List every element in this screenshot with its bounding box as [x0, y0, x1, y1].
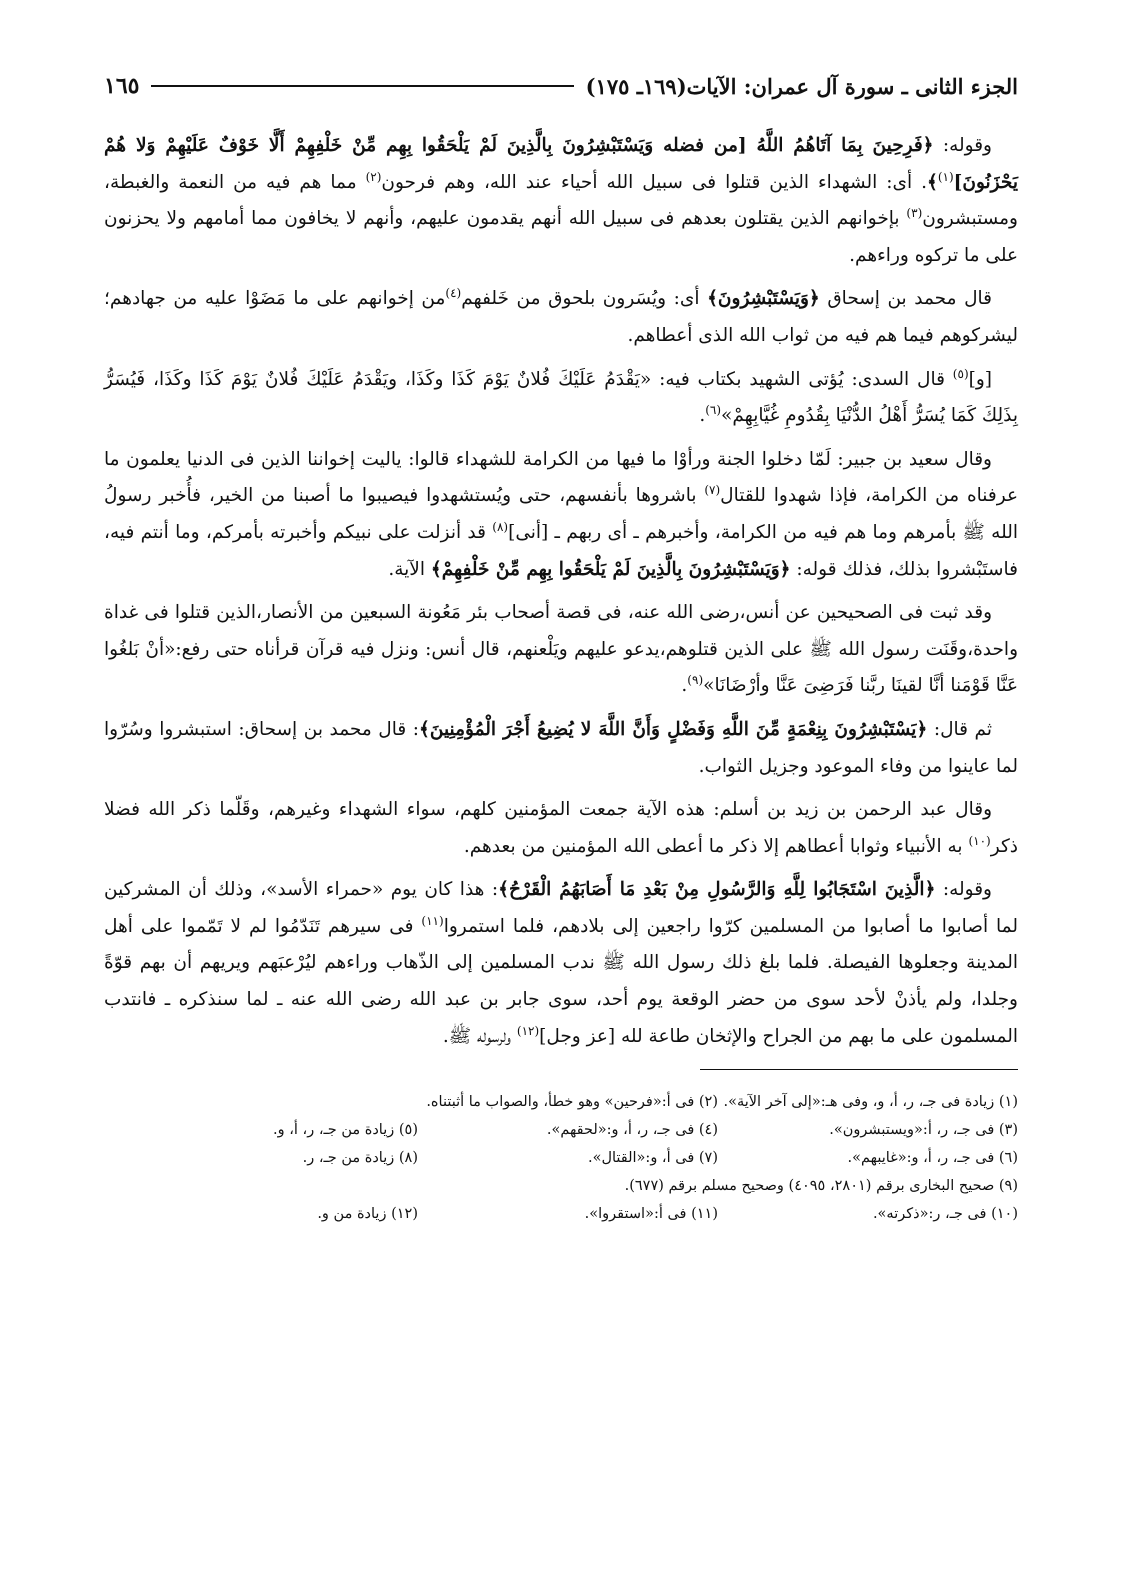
footnote-item: (١٢) زيادة من و.: [317, 1206, 418, 1223]
footnote-item: (١٠) فى جـ، ر:«ذكرته».: [872, 1206, 1018, 1223]
quran-quote: ﴿وَيَسْتَبْشِرُونَ بِالَّذِينَ لَمْ يَلْحَقُوا بِهِم مِّنْ خَلْفِهِمْ﴾: [430, 558, 791, 580]
footnote-item: (٩) صحيح البخارى برقم (٢٨٠١، ٤٠٩٥) وصحيح مسلم برقم (٦٧٧).: [624, 1178, 1018, 1195]
paragraph: [104, 442, 1018, 588]
text-segment: وقال عبد الرحمن بن زيد بن أسلم: هذه الآية جمعت المؤمنين كلهم، سواء الشهداء وغيرهم، وقَلّما ذكر الله فضلا ذكر: [104, 799, 1018, 857]
document-page: [104, 58, 1018, 1558]
footnote-ref: (٣): [906, 206, 923, 221]
footnote-ref: (١١): [421, 913, 444, 928]
text-segment: أى: ويُسَرون بلحوق من خَلفهم: [461, 288, 708, 310]
text-segment: قال محمد بن إسحاق: [819, 288, 992, 310]
footnote-item: (٥) زيادة من جـ، ر، أ، و.: [273, 1122, 418, 1139]
text-segment: . أى: الشهداء الذين قتلوا فى سبيل الله أحياء عند الله، وهم فرحون: [381, 171, 927, 193]
text-segment: ولرسوله ﷺ.: [442, 1025, 517, 1047]
footnote-row: [104, 1116, 1018, 1144]
footnote-row: [104, 1144, 1018, 1172]
footnote-ref: (٥): [952, 366, 969, 381]
text-segment: الآية.: [388, 558, 431, 580]
quran-quote: ﴾: [926, 171, 938, 193]
footnote-ref: (٤): [445, 286, 462, 301]
footnote-item: (١١) فى أ:«استقروا».: [584, 1206, 718, 1223]
text-segment: : قال محمد بن إسحاق: استبشروا وسُرّوا لما عاينوا من وفاء الموعود وجزيل الثواب.: [104, 718, 1018, 777]
footnote-ref: (٧): [704, 483, 721, 498]
quran-quote: ﴿وَيَسْتَبْشِرُونَ﴾: [707, 288, 820, 310]
quran-quote: ﴿فَرِحِينَ بِمَا آتَاهُمُ اللَّهُ: [756, 135, 934, 156]
text-segment: ثم قال:: [927, 718, 992, 740]
running-header: [104, 58, 1018, 114]
paragraph: [104, 712, 1018, 785]
text-segment: فى سيرهم تَنَدّمُوا لم لا تَمّموا على أهل المدينة وجعلوها الفيصلة. فلما بلغ ذلك رسول الله ﷺ ندب المسلمين إلى الذّهاب وراءهم ليُرْعبَهم ويريهم أن بهم قوّةً وجلدا، ولم يأذنْ لأحد سوى من حضر الوقعة يوم أحد، سوى جابر بن عبد الله رضى الله عنه ـ لما سنذكره ـ فانتدب المسلمون على ما بهم من الجراح والإثخان طاعة لله [عز وجل]: [104, 915, 1018, 1047]
paragraph: [104, 281, 1018, 354]
footnote-ref: (٩): [687, 673, 704, 688]
paragraph: [104, 872, 1018, 1055]
quran-quote: [من فضله وَيَسْتَبْشِرُونَ بِالَّذِينَ لَمْ يَلْحَقُوا بِهِم مِّنْ خَلْفِهِمْ أَلَّا خَوْفٌ عَلَيْهِمْ وَلا هُمْ يَحْزَنُونَ]: [104, 135, 1018, 193]
text-segment: [و]: [968, 368, 992, 390]
header-title: الجزء الثانى ـ سورة آل عمران: الآيات(١٦٩ـ ١٧٥): [585, 73, 1018, 99]
text-segment: وقال سعيد بن جبير: لَمّا دخلوا الجنة ورأوْا ما فيها من الكرامة للشهداء قالوا: ياليت إخواننا الذين فى الدنيا يعلمون ما عرفناه من الكرامة، فإذا شهدوا للقتال: [104, 448, 1018, 507]
page-number: ١٦٥: [104, 73, 140, 99]
text-segment: قد أنزلت على نبيكم وأخبرته بأمركم، وما أنتم فيه، فاستَبْشروا بذلك، فذلك قوله:: [104, 521, 1018, 580]
paragraph: [104, 362, 1018, 435]
footnote-ref: (٢): [365, 169, 382, 184]
quran-quote: ﴿الَّذِينَ اسْتَجَابُوا لِلَّهِ وَالرَّسُولِ مِنْ بَعْدِ مَا أَصَابَهُمُ الْقَرْحُ﴾: [498, 879, 936, 901]
text-segment: بإخوانهم الذين يقتلون بعدهم فى سبيل الله أنهم يقدمون عليهم، وأنهم لا يخافون مما أمامهم ولا يحزنون على ما تركوه وراءهم.: [104, 208, 1018, 266]
text-segment: : هذا كان يوم «حمراء الأسد»، وذلك أن المشركين لما أصابوا ما أصابوا من المسلمين كرّوا راجعين إلى بلادهم، فلما استمروا: [104, 879, 1018, 937]
footnote-item: (٦) فى جـ، ر، أ، و:«غايبهم».: [847, 1150, 1018, 1167]
footnote-ref: (٦): [705, 403, 722, 417]
text-segment: وقوله:: [935, 879, 992, 901]
footnote-item: (٧) فى أ، و:«القتال».: [587, 1150, 718, 1167]
footnote-ref: (٨): [492, 519, 509, 534]
header-rule: [151, 85, 573, 87]
footnote-item: (٢) فى أ:«فرحين» وهو خطأ، والصواب ما أثبتناه.: [426, 1094, 718, 1111]
footnote-item: (٣) فى جـ، ر، أ:«ويستبشرون».: [829, 1122, 1018, 1139]
text-segment: من إخوانهم على ما مَضَوْا عليه من جهادهم؛ ليشركوهم فيما هم فيه من ثواب الله الذى أعطاهم.: [104, 288, 1018, 346]
footnote-ref: (١): [937, 169, 954, 184]
footnote-row: [104, 1088, 1018, 1116]
footnote-row: [104, 1200, 1018, 1228]
text-segment: .: [699, 405, 706, 427]
text-segment: مما هم فيه من النعمة والغبطة، ومستبشرون: [104, 171, 1018, 230]
footnote-ref: (١٢): [516, 1023, 540, 1038]
footnote-ref: (١٠): [968, 833, 991, 848]
paragraph: [104, 128, 1018, 274]
paragraph: [104, 595, 1018, 705]
footnotes: [104, 1088, 1018, 1228]
text-segment: وقوله:: [933, 135, 992, 156]
footnote-item: (٨) زيادة من جـ، ر.: [302, 1150, 418, 1167]
text-segment: باشروها بأنفسهم، حتى ويُستشهدوا فيصيبوا ما أصبنا من الخير، فأُخبر رسولُ الله ﷺ بأمرهم وما هم فيه من الكرامة، وأخبرهم ـ أى ربهم ـ [أنى]: [104, 485, 1018, 543]
quran-quote: ﴿يَسْتَبْشِرُونَ بِنِعْمَةٍ مِّنَ اللَّهِ وَفَضْلٍ وَأَنَّ اللَّهَ لا يُضِيعُ أَجْرَ الْمُؤْمِنِينَ﴾: [419, 718, 928, 740]
body-text: [104, 128, 1018, 1055]
text-segment: وقد ثبت فى الصحيحين عن أنس،رضى الله عنه، فى قصة أصحاب بئر مَعُونة السبعين من الأنصار،الذين قتلوا فى غداة واحدة،وقَنَت رسول الله ﷺ على الذين قتلوهم،يدعو عليهم ويَلْعنهم، قال أنس: ونزل فيه قرآن قرأناه حتى رفع:«أنْ بَلغُوا عَنَّا قَوْمَنا أنَّا لقينَا ربَّنا فَرَضِىَ عَنَّا وأرْضَانَا»: [104, 602, 1018, 697]
footnote-item: (١) زيادة فى جـ، ر، أ، و، وفى هـ:«إلى آخر الآية».: [723, 1094, 1018, 1111]
footnote-item: (٤) فى جـ، ر، أ، و:«لحقهم».: [546, 1122, 718, 1139]
footnote-row: [104, 1172, 1018, 1200]
text-segment: .: [681, 675, 688, 697]
paragraph: [104, 792, 1018, 865]
footnote-separator: [700, 1069, 1018, 1070]
text-segment: به الأنبياء وثوابا أعطاهم إلا ذكر ما أعطى الله المؤمنين من بعدهم.: [463, 835, 969, 857]
text-segment: قال السدى: يُؤتى الشهيد بكتاب فيه: «يَقْدَمُ عَلَيْكَ فُلانٌ يَوْمَ كَذَا وكَذَا، ويَقْدَمُ عَلَيْكَ فُلانٌ يَوْمَ كَذَا وكَذَا، فَيُسَرُّ بِذَلِكَ كَمَا يُسَرُّ أَهْلُ الدُّنْيَا بِقُدُومِ غُيَّابِهِمْ»: [104, 368, 1018, 427]
